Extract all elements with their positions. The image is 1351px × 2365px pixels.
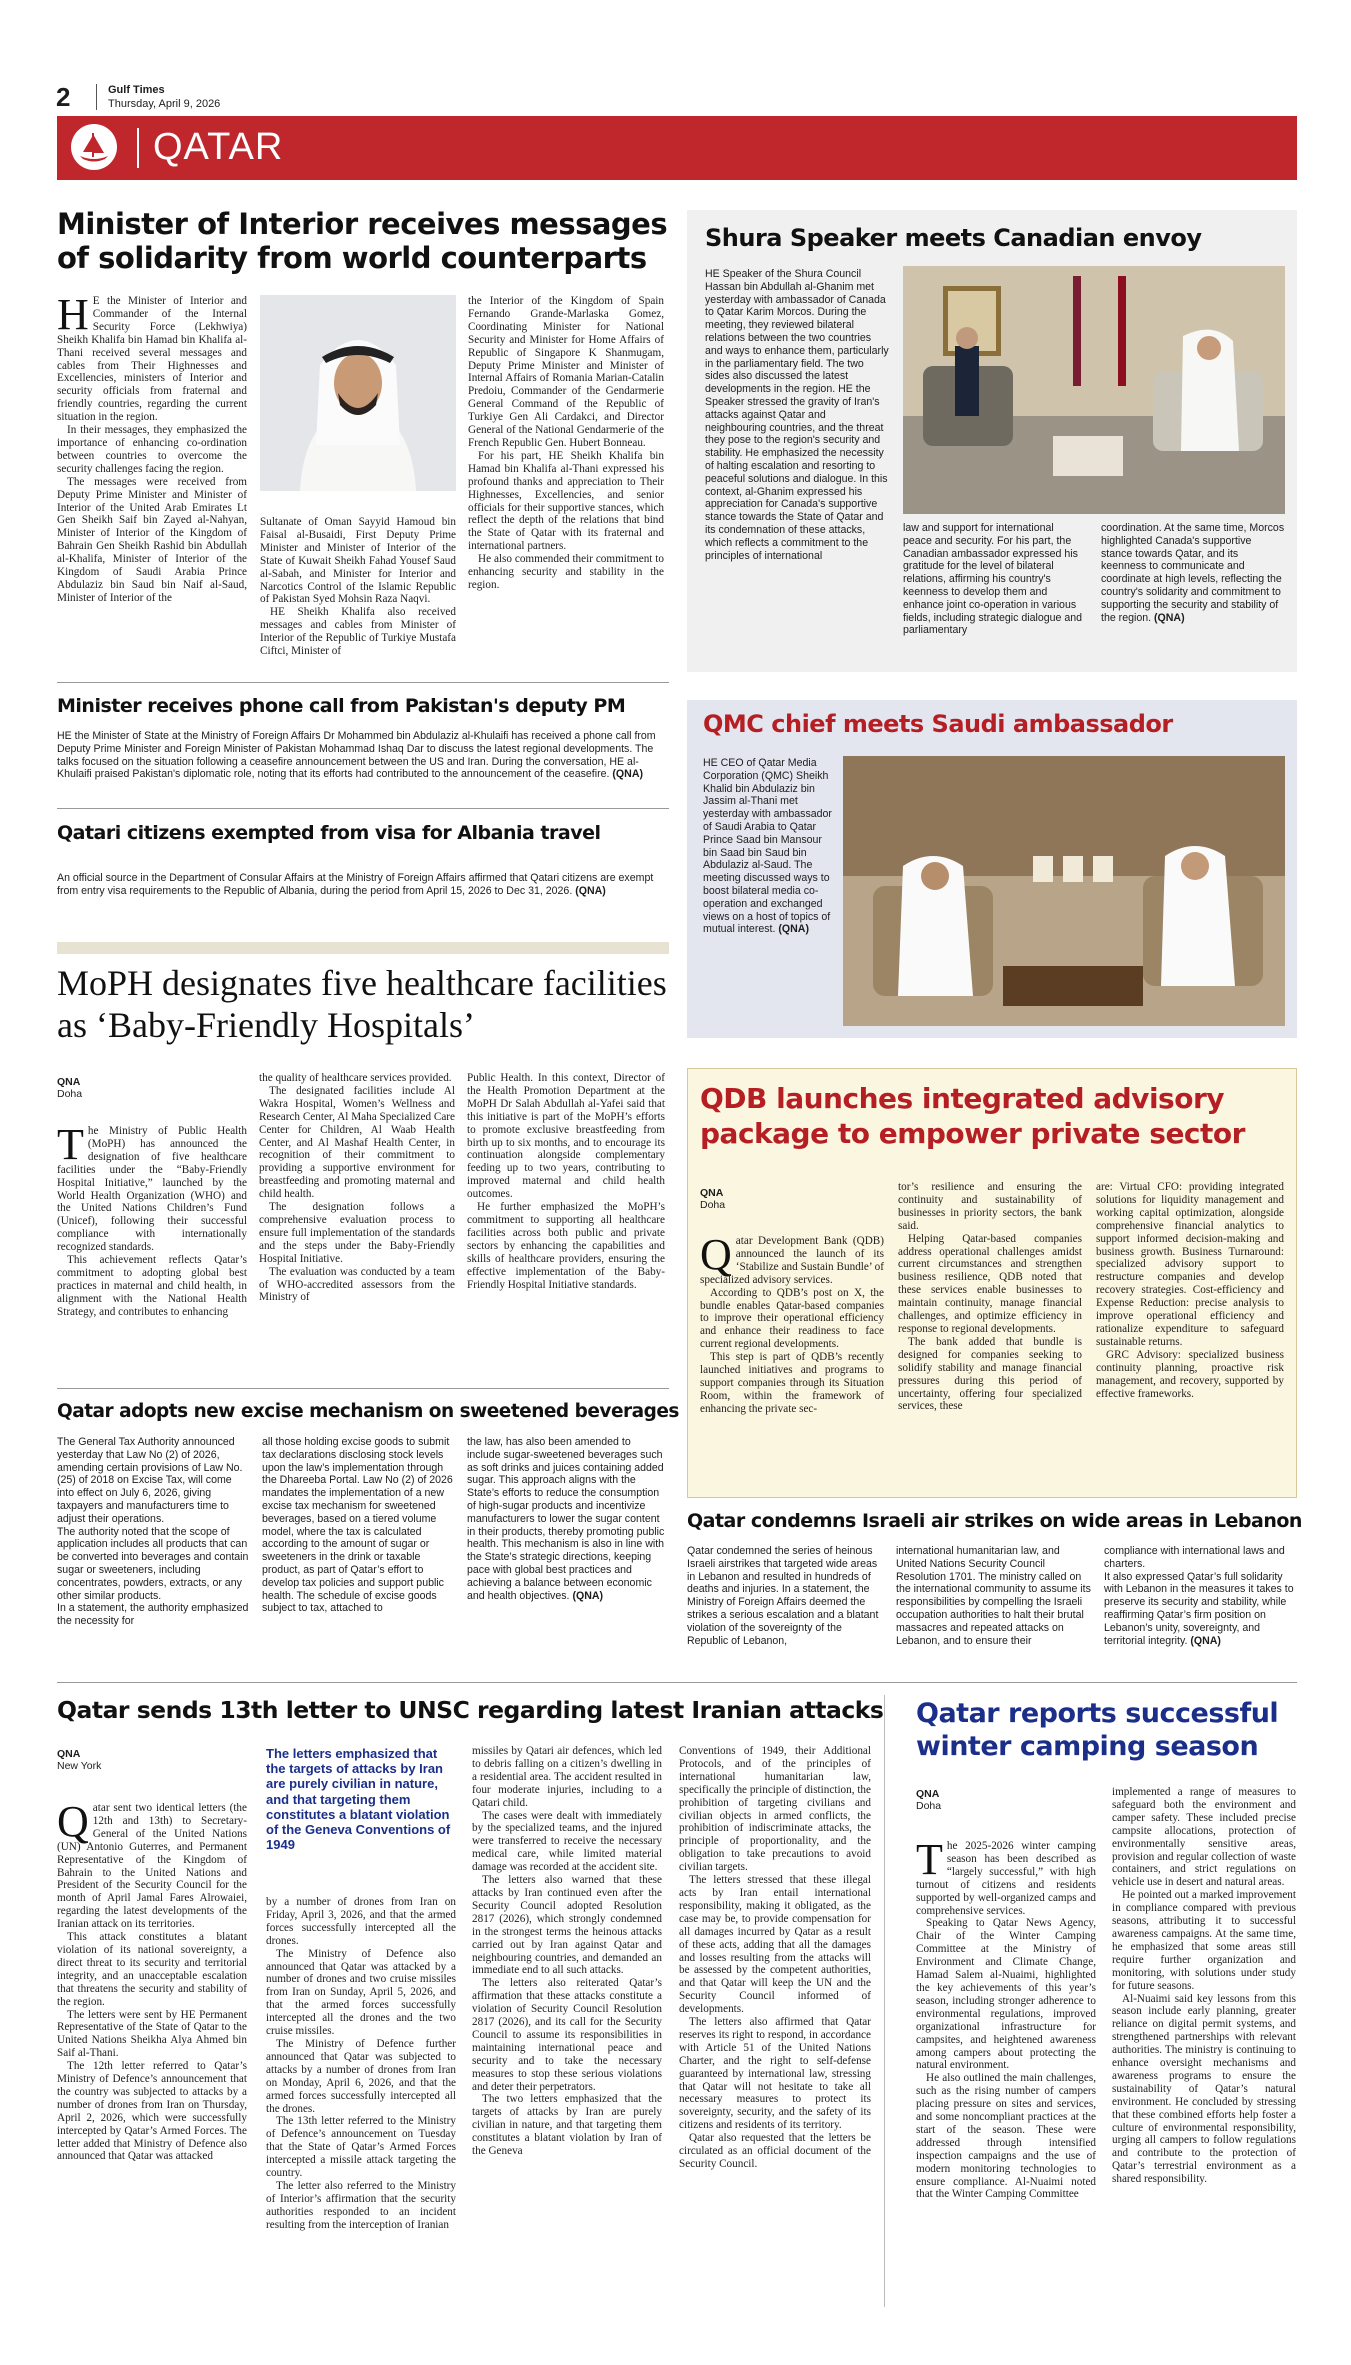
shura-meeting-photo	[903, 266, 1285, 514]
qmc-headline: QMC chief meets Saudi ambassador	[703, 710, 1173, 738]
excise-col-2: all those holding excise goods to submit tax declarations disclosing stock levels upon the law’s implementation through the Dhareeba Portal. Law No (2) of 2026 mandates the implementation of a new excise tax mechanism for sweetened beverages, based on a tiered volume model, where the tax is calculated according to the amount of sugar or sweeteners in the drink or taxable product, as part of Qatar’s effort to develop tax policies and support public health. The schedule of excise goods subject to tax, attached to	[262, 1436, 453, 1615]
masthead-divider	[96, 84, 97, 110]
interior-minister-photo	[260, 295, 456, 491]
lebanon-col-2: international humanitarian law, and United Nations Security Council Resolution 1701. The ministry called on the international community to assume its responsibilities by compelling the Israeli occupation authorities to halt their brutal massacres and repeated attacks on Lebanon, and to ensure their	[896, 1545, 1091, 1647]
pakistan-headline: Minister receives phone call from Pakistan's deputy PM	[57, 695, 626, 717]
divider	[57, 1682, 1297, 1683]
section-banner	[57, 116, 1297, 180]
qdb-byline	[700, 1187, 880, 1211]
divider	[57, 682, 669, 683]
qdb-col-3: are: Virtual CFO: providing integrated solutions for liquidity management and working capital optimization, alongside comprehensive financial analytics to support informed decision-making and business growth. Business Turnaround: specialized advisory support to restructure companies and develop recovery strategies. Cost-efficiency and Expense Reduction: precise analysis to improve operational efficiency and rationalize expenditure to safeguard sustainable returns. GRC Advisory: specialized business continuity planning, proactive risk management, and recovery, supported by effective frameworks.	[1096, 1181, 1284, 1400]
camping-agency: QNA	[916, 1788, 940, 1800]
qdb-place: Doha	[700, 1199, 726, 1211]
lebanon-headline: Qatar condemns Israeli air strikes on wide areas in Lebanon	[687, 1510, 1302, 1532]
pakistan-text: HE the Minister of State at the Ministry of Foreign Affairs Dr Mohammed bin Abdulaziz al-Khulaifi has received a phone call from Deputy Prime Minister and Foreign Minister of Pakistan Mohammad Ishaq Dar to discuss the latest regional developments. The talks focused on the situation following a ceasefire announcement between the US and Iran. During the conversation, HE al-Khulaifi praised Pakistan's diplomatic role, noting that its efforts had contributed to the announcement of the ceasefire. (QNA)	[57, 730, 656, 781]
moph-col-2: the quality of healthcare services provided. The designated facilities include Al Wakra Hospital, Women’s Wellness and Research Center, Al Maha Specialized Care Center for Children, Al Waab Health Center, and Al Mashaf Health Center, in recognition of their commitment to providing a supportive environment for breastfeeding and promoting maternal and child health. The designation follows a comprehensive evaluation process to ensure full implementation of the standards and the steps under the Baby-Friendly Hospital Initiative. The evaluation was conducted by a team of WHO-accredited assessors from the Ministry of	[259, 1072, 455, 1304]
qmc-box	[687, 700, 1297, 1038]
moph-headline: MoPH designates five healthcare facilities as ‘Baby-Friendly Hospitals’	[57, 963, 667, 1045]
unsc-col-3: missiles by Qatari air defences, which led to debris falling on a citizen’s dwelling in a residential area. The accident resulted in four moderate injuries, including to a Qatari child. The cases were dealt with immediately by the specialized teams, and the injured were transferred to receive the necessary medical care, while limited material damage was recorded at the accident site. The letters also warned that these attacks by Iran continued even after the Security Council adopted Resolution 2817 (2026), which strongly condemned in the strongest terms the heinous attacks carried out by Iran against Qatar and neighbouring countries, and demanded an immediate end to all such attacks. The letters also reiterated Qatar’s affirmation that these attacks constitute a violation of Security Council Resolution 2817 (2026), and its call for the Security Council to assume its responsibilities in maintaining international peace and security and to take the necessary measures to stop these serious violations and deter their perpetrators. The two letters emphasized that the targets of attacks by Iran are purely civilian in nature, and that targeting them constitutes a blatant violation by Iran of the Geneva	[472, 1745, 662, 2158]
excise-col-1: The General Tax Authority announced yesterday that Law No (2) of 2026, amending certain provisions of Law No. (25) of 2018 on Excise Tax, will come into effect on July 6, 2026, giving taxpayers and manufacturers time to adjust their operations. The authority noted that the scope of application includes all products that can be converted into beverages and contain sugar or sweeteners, including concentrates, powders, extracts, or any other similar products. In a statement, the authority emphasized the necessity for	[57, 1436, 249, 1628]
moph-col-3: Public Health. In this context, Director of the Health Promotion Department at the MoPH Dr Salah Abdullah al-Yafei said that this initiative is part of the MoPH’s efforts to promote exclusive breastfeeding from birth up to six months, and to encourage its continuation alongside complementary feeding up to two years, contributing to improved maternal and child health outcomes. He further emphasized the MoPH’s commitment to supporting all healthcare facilities across both public and private sectors by enhancing the capabilities and skills of healthcare providers, ensuring the effective implementation of the Baby-Friendly Hospital Initiative standards.	[467, 1072, 665, 1291]
excise-col-3: the law, has also been amended to include sugar-sweetened beverages such as soft drinks and juices containing added sugar. This approach aligns with the State’s efforts to reduce the consumption of high-sugar products and incentivize manufacturers to lower the sugar content in their products, thereby promoting public health. This mechanism is also in line with the State’s strategic directions, keeping pace with global best practices and achieving a balance between economic and health objectives. (QNA)	[467, 1436, 665, 1602]
shura-box	[687, 210, 1297, 672]
divider	[57, 1388, 669, 1389]
unsc-dropcap: Q	[57, 1797, 89, 1846]
divider	[57, 808, 669, 809]
section-title: QATAR	[153, 126, 284, 168]
albania-headline: Qatari citizens exempted from visa for Albania travel	[57, 822, 601, 844]
unsc-agency: QNA	[57, 1748, 81, 1760]
excise-headline: Qatar adopts new excise mechanism on sweetened beverages	[57, 1401, 679, 1422]
banner-divider	[137, 128, 139, 168]
moph-agency: QNA	[57, 1076, 81, 1088]
camping-column-divider	[884, 1695, 885, 2307]
lebanon-col-3: compliance with international laws and charters. It also expressed Qatar’s full solidarity with Lebanon in the measures it takes to preserve its security and stability, while reaffirming Qatar’s firm position on Lebanon’s unity, sovereignty, and territorial integrity. (QNA)	[1104, 1545, 1294, 1647]
lebanon-col-1: Qatar condemned the series of heinous Israeli airstrikes that targeted wide areas in Lebanon and resulted in hundreds of deaths and injuries. In a statement, the Ministry of Foreign Affairs deemed the strikes a serious escalation and a blatant violation of the sovereignty of the Republic of Lebanon,	[687, 1545, 879, 1647]
qmc-text: HE CEO of Qatar Media Corporation (QMC) Sheikh Khalid bin Abdulaziz bin Jassim al-Thani met yesterday with ambassador of Saudi Arabia to Qatar Prince Saad bin Mansour bin Saad bin Saud bin Abdulaziz al-Saud. The meeting discussed ways to boost bilateral media co-operation and exchanged views on a host of topics of mutual interest. (QNA)	[703, 757, 832, 936]
albania-text: An official source in the Department of Consular Affairs at the Ministry of Foreign Affairs affirmed that Qatari citizens are exempt from entry visa requirements to the Republic of Albania, during the period from April 15, 2026 to Dec 31, 2026. (QNA)	[57, 872, 654, 897]
qdb-agency: QNA	[700, 1187, 724, 1199]
unsc-pullquote: The letters emphasized that the targets of attacks by Iran are purely civilian in nature, and that targeting them constitutes a blatant violation of the Geneva Conventions of 1949	[266, 1746, 451, 1853]
interior-col-2: Sultanate of Oman Sayyid Hamoud bin Faisal al-Busaidi, First Deputy Prime Minister and Minister of Interior of the State of Kuwait Sheikh Fahad Yousef Saud al-Sabah, and Minister for Interior and Narcotics Control of the Islamic Republic of Pakistan Syed Mohsin Raza Naqvi. HE Sheikh Khalifa also received messages and cables from Minister of Interior of the Republic of Turkiye Mustafa Ciftci, Minister of	[260, 516, 456, 658]
moph-top-bar	[57, 942, 669, 954]
camping-byline	[916, 1788, 1096, 1812]
qdb-col-1: Q atar Development Bank (QDB) announced the launch of its ‘Stabilize and Sustain Bundle’ of specialized advisory services. According to QDB’s post on X, the bundle enables Qatar-based companies to improve their operational efficiency and enhance their readiness to face current regional developments. This step is part of QDB’s recently launched initiatives and programs to support companies through its Situation Room, within the framework of enhancing the private sec-	[700, 1230, 884, 1415]
interior-col-1: H E the Minister of Interior and Commander of the Internal Security Force (Lekhwiya) Sheikh Khalifa bin Hamad bin Khalifa al-Thani received several messages and cables from Their Highnesses and Excellencies, ministers of Interior and security officials from fraternal and friendly countries, regarding the current situation in the region. In their messages, they emphasized the importance of enhancing co-ordination between countries to overcome the security challenges facing the region. The messages were received from Deputy Prime Minister and Minister of Interior of the United Arab Emirates Lt Gen Sheikh Saif bin Zayed al-Nahyan, Minister of Interior of the Kingdom of Bahrain Gen Sheikh Rashid bin Abdullah al-Khalifa, Minister of Interior of the Kingdom of Saudi Arabia Prince Abdulaziz bin Saud bin Naif al-Saud, Minister of Interior of the	[57, 290, 247, 604]
qmc-meeting-photo	[843, 756, 1285, 1026]
qdb-headline: QDB launches integrated advisory package to empower private sector	[700, 1082, 1245, 1150]
page-date: Thursday, April 9, 2026	[108, 98, 221, 110]
page-number: 2	[56, 82, 71, 112]
unsc-col-2: by a number of drones from Iran on Friday, April 3, 2026, and that the armed forces successfully intercepted all the drones. The Ministry of Defence also announced that Qatar was attacked by a number of drones and two cruise missiles from Iran on Sunday, April 5, 2026, and that the armed forces successfully intercepted all the drones and the two cruise missiles. The Ministry of Defence further announced that Qatar was subjected to attacks by a number of drones from Iran on Monday, April 6, 2026, and that the armed forces successfully intercepted all the drones. The 13th letter referred to the Ministry of Defence’s announcement on Tuesday that the State of Qatar’s Armed Forces intercepted a missile attack targeting the country. The letter also referred to the Ministry of Interior’s affirmation that the security authorities responded to an incident resulting from the interception of Iranian	[266, 1896, 456, 2231]
interior-col-3: the Interior of the Kingdom of Spain Fernando Grande-Marlaska Gomez, Coordinating Minister for National Security and Minister for Home Affairs of Republic of Singapore K Shanmugam, Deputy Prime Minister and Minister of Internal Affairs of Romania Marian-Catalin Predoiu, Commander of the Gendarmerie General Command of the Republic of Turkiye Gen Ali Cardakci, and Director General of the National Gendarmerie of the French Republic Gen. Hubert Bonneau. For his part, HE Sheikh Khalifa bin Hamad bin Khalifa al-Thani expressed his profound thanks and appreciation to Their Highnesses, Excellencies, and senior officials for their supportive stances, which reflect the depth of the relations that bind the State of Qatar with its fraternal and international partners. He also commended their commitment to enhancing security and stability in the region.	[468, 295, 664, 591]
qdb-col-2: tor’s resilience and ensuring the continuity and sustainability of businesses in priority sectors, the bank said. Helping Qatar-based companies address operational challenges amidst current circumstances and strengthen business resilience, QDB noted that these services enable businesses to maintain continuity, manage financial challenges, and optimize efficiency in response to regional developments. The bank added that bundle is designed for companies seeking to solidify stability and manage financial pressures during this period of uncertainty, offering four specialized services, these	[898, 1181, 1082, 1413]
camping-dropcap: T	[916, 1835, 943, 1884]
shura-col-2: law and support for international peace and security. For his part, the Canadian ambassador expressed his gratitude for the level of bilateral relations, affirming his country's keenness to develop them and enhance joint co-operation in various fields, including strategic dialogue and parliamentary	[903, 522, 1083, 637]
camping-place: Doha	[916, 1800, 942, 1812]
camping-headline: Qatar reports successful winter camping season	[916, 1698, 1279, 1762]
unsc-headline: Qatar sends 13th letter to UNSC regarding latest Iranian attacks	[57, 1696, 884, 1724]
camping-col-2: implemented a range of measures to safeguard both the environment and camper safety. These included precise campsite allocations, protection of environmentally sensitive areas, provision and regular collection of waste containers, and strict regulations on vehicle use in desert and natural areas. He pointed out a marked improvement in compliance compared with previous seasons, attributing it to successful awareness campaigns. At the same time, he emphasized that some areas still require further organization and monitoring, with solutions under study for future seasons. Al-Nuaimi said key lessons from this season include early planning, greater reliance on digital permit systems, and strengthened partnerships with relevant authorities. The ministry is continuing to enhance oversight mechanisms and awareness programs to ensure the sustainability of Qatar’s natural environment. He concluded by stressing that these combined efforts help foster a culture of environmental responsibility, urging all campers to follow regulations and contribute to the protection of Qatar’s terrestrial environment as a shared responsibility.	[1112, 1786, 1296, 2186]
qdb-box	[687, 1068, 1297, 1498]
qdb-dropcap: Q	[700, 1230, 732, 1279]
interior-headline: Minister of Interior receives messages of solidarity from world counterparts	[57, 207, 668, 275]
shura-headline: Shura Speaker meets Canadian envoy	[705, 224, 1202, 252]
camping-col-1: T he 2025-2026 winter camping season has been described as “largely successful,” with high turnout of citizens and residents supported by well-organized camps and comprehensive services. Speaking to Qatar News Agency, Chair of the Winter Camping Committee at the Ministry of Environment and Climate Change, Hamad Salem al-Nuaimi, highlighted the key achievements of this year’s season, including stronger adherence to environmental regulations, improved organizational infrastructure for campsites, and heightened awareness among campers about protecting the natural environment. He also outlined the main challenges, such as the rising number of campers placing pressure on sites and services, and some noncompliant practices at the start of the season. These were addressed through intensified inspection campaigns and the use of modern monitoring technologies to ensure compliance. Al-Nuaimi noted that the Winter Camping Committee	[916, 1835, 1096, 2201]
moph-col-1: T he Ministry of Public Health (MoPH) has announced the designation of five healthcare facilities under the “Baby-Friendly Hospital Initiative,” launched by the World Health Organization (WHO) and the United Nations Children’s Fund (Unicef), following their successful compliance with internationally recognized standards. This achievement reflects Qatar’s commitment to adopting global best practices in maternal and child health, in alignment with the National Health Strategy, and contributes to enhancing	[57, 1120, 247, 1318]
moph-dropcap: T	[57, 1120, 84, 1169]
unsc-place: New York	[57, 1760, 102, 1772]
shura-col-3: coordination. At the same time, Morcos highlighted Canada's supportive stance towards Qatar, and its keenness to communicate and coordinate at high levels, reflecting the country's solidarity and commitment to supporting the security and stability of the region. (QNA)	[1101, 522, 1285, 624]
paper-name: Gulf Times	[108, 84, 165, 96]
moph-byline	[57, 1076, 247, 1100]
dhow-logo-icon	[71, 124, 117, 170]
unsc-col-1: Q atar sent two identical letters (the 12th and 13th) to Secretary-General of the United Nations (UN) Antonio Guterres, and Permanent Representative of the Kingdom of Bahrain to the United Nations and President of the Security Council for the month of April Jamal Fares Alrowaiei, regarding the latest developments of the Iranian attack on its territories. This attack constitutes a blatant violation of its national sovereignty, a direct threat to its security and territorial integrity, and an unacceptable escalation that threatens the security and stability of the region. The letters were sent by HE Permanent Representative of the State of Qatar to the United Nations Sheikha Alya Ahmed bin Saif al-Thani. The 12th letter referred to Qatar’s Ministry of Defence’s announcement that the country was subjected to attacks by a number of drones from Iran on Thursday, April 2, 2026, which were successfully intercepted by Qatar’s Armed Forces. The letter added that Ministry of Defence also announced that Qatar was attacked	[57, 1797, 247, 2163]
shura-col-1: HE Speaker of the Shura Council Hassan bin Abdullah al-Ghanim met yesterday with ambassador of Canada to Qatar Karim Morcos. During the meeting, they reviewed bilateral relations between the two countries and ways to enhance them, particularly in the parliamentary field. The two sides also discussed the latest developments in the region. HE the Speaker stressed the gravity of Iran's attacks against Qatar and neighbouring countries, and the threat they pose to the region's security and stability. He emphasized the necessity of halting escalation and resorting to peaceful solutions and dialogue. In this context, al-Ghanim expressed his appreciation for Canada's supportive stance towards the State of Qatar and its condemnation of these attacks, which reflects a commitment to the principles of international	[705, 268, 889, 562]
unsc-col-4: Conventions of 1949, their Additional Protocols, and of the principles of international humanitarian law, specifically the principle of distinction, the prohibition of targeting civilians and civilian objects in armed conflicts, the prohibition of indiscriminate attacks, the principle of proportionality, and the obligation to take precautions to avoid civilian targets. The letters stressed that these illegal acts by Iran entail international responsibility, making it obligated, as the case may be, to provide compensation for all damages incurred by Qatar as a result of these acts, adding that all the damages and losses resulting from the attacks will be assessed by the competent authorities, and that Qatar will keep the UN and the Security Council informed of developments. The letters also affirmed that Qatar reserves its right to respond, in accordance with Article 51 of the United Nations Charter, and the right to self-defense guaranteed by international law, stressing that Qatar will not hesitate to take all necessary measures to protect its sovereignty, security, and the safety of its citizens and residents of its territory. Qatar also requested that the letters be circulated as an official document of the Security Council.	[679, 1745, 871, 2170]
unsc-byline	[57, 1748, 247, 1772]
interior-dropcap: H	[57, 290, 89, 339]
moph-place: Doha	[57, 1088, 83, 1100]
